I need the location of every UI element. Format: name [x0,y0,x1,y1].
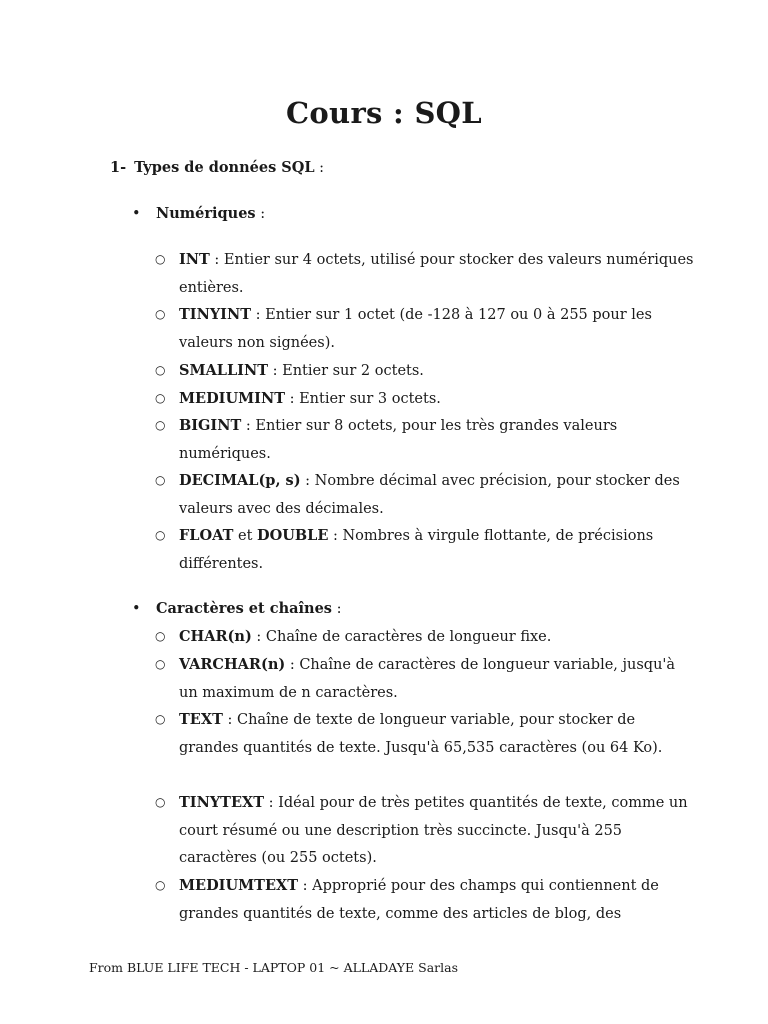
page-title: Cours : SQL [286,96,482,130]
section-separator: : [314,160,325,176]
circle-bullet-icon: ○ [155,629,166,643]
list-item-tinytext [155,789,695,873]
term: TEXT [179,711,223,728]
circle-bullet-icon: ○ [155,712,166,726]
circle-bullet-icon: ○ [155,363,166,377]
group-label: Caractères et chaînes [156,600,332,617]
term: TINYTEXT [179,794,265,811]
group-separator: : [255,206,266,222]
list-item-bigint [155,412,695,468]
group-label: Numériques [156,205,256,222]
term: DECIMAL(p, s) [179,472,301,489]
description: : Entier sur 2 octets. [268,363,424,379]
circle-bullet-icon: ○ [155,307,166,321]
term: CHAR(n) [179,628,252,645]
description: : Chaîne de caractères de longueur variable, jusqu'à un maximum de n caractères. [179,657,676,701]
circle-bullet-icon: ○ [155,391,166,405]
section-number: 1- [110,159,127,176]
description: : Nombre décimal avec précision, pour stocker des valeurs avec des décimales. [179,473,680,517]
description: : Entier sur 4 octets, utilisé pour stocker des valeurs numériques entières. [179,252,694,296]
list-item-mediumtext [155,872,695,928]
circle-bullet-icon: ○ [155,473,166,487]
description: : Chaîne de texte de longueur variable, pour stocker de grandes quantités de texte. Jusqu'à 65,535 caractères (ou 64 Ko). [179,712,663,756]
list-item-float-double [155,522,695,578]
term: MEDIUMTEXT [179,877,299,894]
description: : Chaîne de caractères de longueur fixe. [251,629,552,645]
description: : Idéal pour de très petites quantités de texte, comme un court résumé ou une description très succincte. Jusqu'à 255 caractères (ou 255 octets). [179,795,688,867]
circle-bullet-icon: ○ [155,528,166,542]
list-item-tinyint [155,301,695,357]
list-item-varchar [155,651,695,707]
list-item-mediumint [155,385,695,414]
circle-bullet-icon: ○ [155,795,166,809]
term: FLOAT [179,527,234,544]
circle-bullet-icon: ○ [155,657,166,671]
circle-bullet-icon: ○ [155,252,166,266]
group-separator: : [331,601,342,617]
description: : Approprié pour des champs qui contiennent de grandes quantités de texte, comme des articles de blog, des [179,878,659,922]
bullet-dot: • [132,601,141,617]
page-footer: From BLUE LIFE TECH - LAPTOP 01 ~ ALLADAYE Sarlas [89,960,458,975]
term: BIGINT [179,417,242,434]
section-title: Types de données SQL [134,159,315,176]
term: SMALLINT [179,362,268,379]
term: DOUBLE [257,527,329,544]
list-item-int [155,246,695,302]
bullet-dot: • [132,206,141,222]
term: TINYINT [179,306,252,323]
group-numeriques [132,205,265,222]
description: : Entier sur 1 octet (de -128 à 127 ou 0 à 255 pour les valeurs non signées). [179,307,652,351]
description: : Nombres à virgule flottante, de précisions différentes. [179,528,654,572]
group-caracteres [132,600,341,617]
term: MEDIUMINT [179,390,285,407]
description: : Entier sur 3 octets. [284,391,441,407]
connector: et [233,528,258,544]
circle-bullet-icon: ○ [155,878,166,892]
list-item-smallint [155,357,695,386]
term: INT [179,251,210,268]
circle-bullet-icon: ○ [155,418,166,432]
term: VARCHAR(n) [179,656,286,673]
description: : Entier sur 8 octets, pour les très grandes valeurs numériques. [179,418,618,462]
section-heading [110,159,324,176]
list-item-text [155,706,695,762]
list-item-char [155,623,695,652]
list-item-decimal [155,467,695,523]
